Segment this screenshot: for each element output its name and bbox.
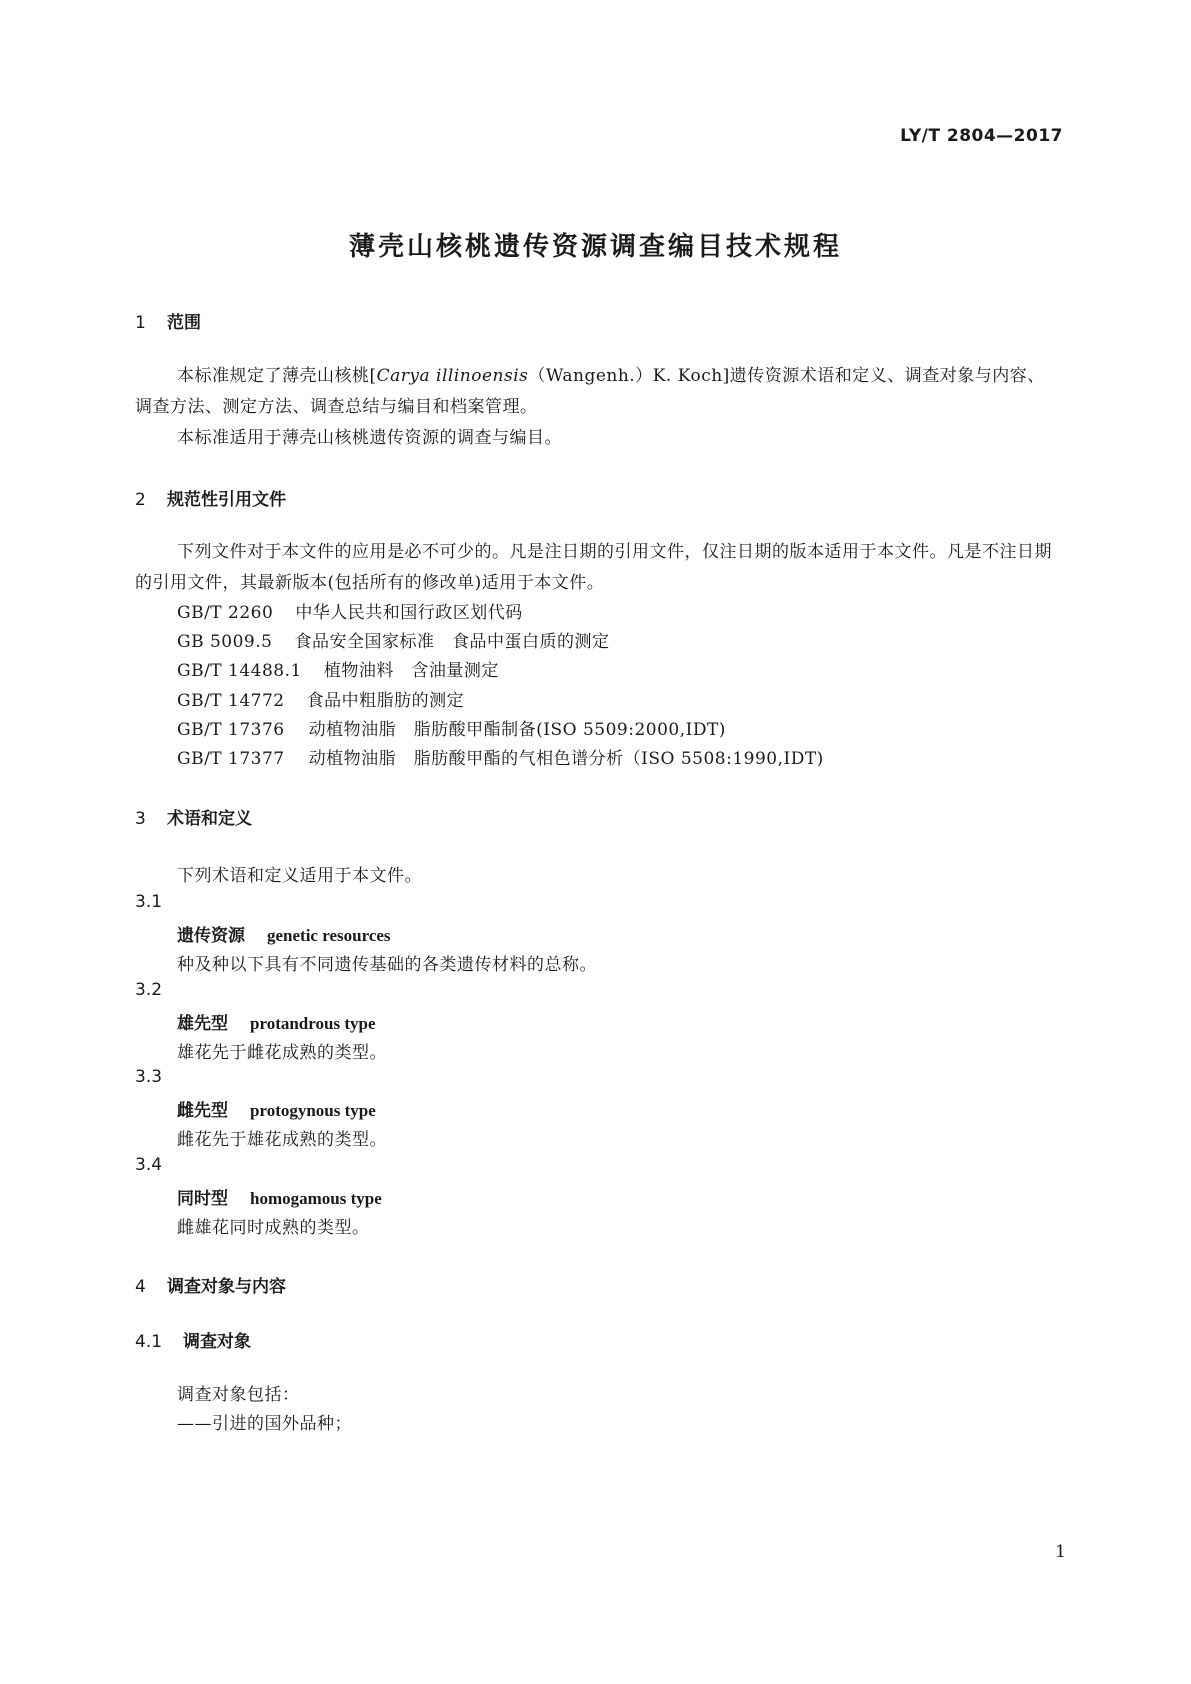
section-2-heading (135, 485, 286, 510)
term-definition: 雌花先于雄花成熟的类型。 (177, 1130, 387, 1150)
subsection-4-1-heading (135, 1327, 251, 1352)
subsection-title: 调查对象 (183, 1332, 251, 1352)
page-number: 1 (1055, 1542, 1066, 1562)
reference-item (177, 686, 464, 711)
reference-title: 食品中粗脂肪的测定 (306, 691, 465, 711)
reference-code: GB/T 14488.1 (177, 661, 302, 681)
reference-code: GB 5009.5 (177, 632, 273, 652)
section-1-heading (135, 308, 201, 333)
scope-paragraph (135, 361, 1060, 423)
normative-intro: 下列文件对于本文件的应用是必不可少的。凡是注日期的引用文件，仅注日期的版本适用于本文件。凡是不注日期的引用文件，其最新版本(包括所有的修改单)适用于本文件。 (135, 542, 1052, 593)
section-number: 3 (135, 809, 146, 829)
term-en: protandrous type (250, 1014, 376, 1033)
term-number: 3.4 (135, 1155, 163, 1175)
section-title: 调查对象与内容 (167, 1277, 286, 1297)
section-4-heading (135, 1272, 286, 1297)
term-entry (177, 921, 391, 946)
reference-item (177, 715, 726, 740)
latin-name: Carya illinoensis (376, 366, 529, 386)
list-item: ——引进的国外品种； (177, 1414, 352, 1434)
reference-title: 动植物油脂 脂肪酸甲酯制备(ISO 5509:2000,IDT) (308, 720, 726, 740)
reference-title: 中华人民共和国行政区划代码 (295, 603, 523, 623)
reference-title: 植物油料 含油量测定 (323, 661, 499, 681)
reference-title: 动植物油脂 脂肪酸甲酯的气相色谱分析（ISO 5508:1990,IDT) (308, 749, 824, 769)
term-en: homogamous type (250, 1189, 382, 1208)
term-definition: 种及种以下具有不同遗传基础的各类遗传材料的总称。 (177, 955, 597, 975)
section-3-heading (135, 804, 252, 829)
reference-title: 食品安全国家标准 食品中蛋白质的测定 (294, 632, 610, 652)
term-entry (177, 1184, 382, 1209)
term-definition: 雌雄花同时成熟的类型。 (177, 1218, 370, 1238)
standard-code: LY/T 2804—2017 (900, 126, 1063, 146)
term-zh: 同时型 (177, 1189, 228, 1209)
term-entry (177, 1096, 376, 1121)
term-number: 3.3 (135, 1067, 163, 1087)
scope-text-a: 本标准规定了薄壳山核桃[ (177, 366, 377, 386)
document-title: 薄壳山核桃遗传资源调查编目技术规程 (348, 232, 842, 262)
reference-item (177, 598, 523, 623)
subsection-number: 4.1 (135, 1332, 163, 1352)
term-en: protogynous type (250, 1101, 376, 1120)
term-en: genetic resources (267, 926, 391, 945)
section-title: 范围 (167, 313, 201, 333)
section-number: 1 (135, 313, 146, 333)
term-zh: 雌先型 (177, 1101, 228, 1121)
section-title: 术语和定义 (167, 809, 252, 829)
term-number: 3.2 (135, 980, 163, 1000)
reference-code: GB/T 2260 (177, 603, 274, 623)
reference-code: GB/T 14772 (177, 691, 285, 711)
term-zh: 遗传资源 (177, 926, 245, 946)
reference-item (177, 656, 499, 681)
term-zh: 雄先型 (177, 1014, 228, 1034)
reference-item (177, 744, 824, 769)
scope-applicability: 本标准适用于薄壳山核桃遗传资源的调查与编目。 (177, 428, 562, 448)
terms-intro: 下列术语和定义适用于本文件。 (177, 866, 422, 886)
section-number: 4 (135, 1277, 146, 1297)
scope-text-b: （Wangenh.）K. Koch]遗传资源术语和定义、调查对象与内容、调查方法、测定方法、调查总结与编目和档案管理。 (135, 366, 1045, 417)
term-entry (177, 1009, 375, 1034)
section-number: 2 (135, 490, 146, 510)
section-title: 规范性引用文件 (167, 490, 286, 510)
reference-code: GB/T 17376 (177, 720, 285, 740)
survey-objects-intro: 调查对象包括： (177, 1385, 300, 1405)
reference-item (177, 627, 609, 652)
term-number: 3.1 (135, 892, 163, 912)
reference-code: GB/T 17377 (177, 749, 285, 769)
term-definition: 雄花先于雌花成熟的类型。 (177, 1043, 387, 1063)
